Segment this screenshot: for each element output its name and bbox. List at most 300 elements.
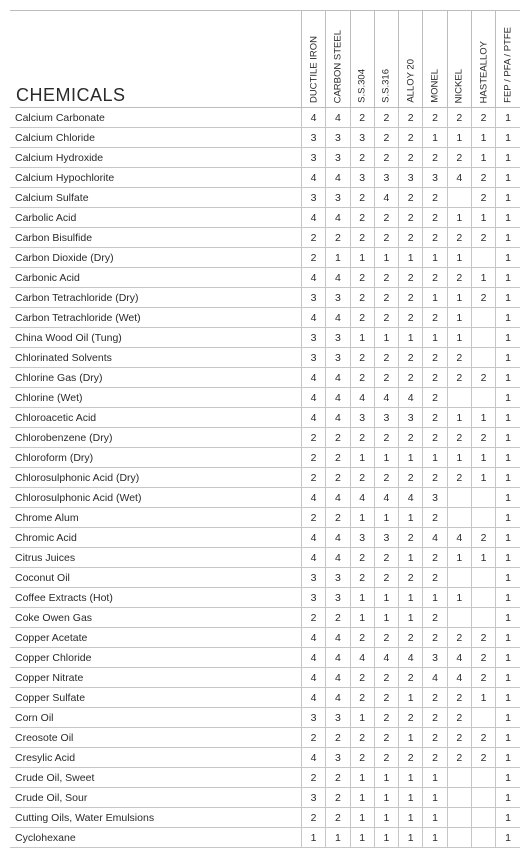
rating-cell: 2: [301, 808, 325, 828]
table-row: [10, 148, 520, 168]
column-header-label: CARBON STEEL: [332, 29, 344, 103]
rating-cell: 2: [350, 308, 374, 328]
rating-cell: 3: [301, 568, 325, 588]
rating-cell: 2: [374, 468, 398, 488]
table-row: [10, 388, 520, 408]
chemical-name-cell: Chrome Alum: [10, 508, 301, 528]
rating-cell: 3: [326, 568, 350, 588]
rating-cell: 2: [374, 708, 398, 728]
rating-cell: 3: [326, 148, 350, 168]
rating-cell: 1: [496, 288, 520, 308]
rating-cell: 2: [447, 348, 471, 368]
chemical-name-cell: Creosote Oil: [10, 728, 301, 748]
rating-cell: 1: [496, 388, 520, 408]
rating-cell: 1: [496, 468, 520, 488]
rating-cell: 2: [423, 408, 447, 428]
rating-cell: [471, 608, 495, 628]
rating-cell: 4: [301, 748, 325, 768]
rating-cell: 3: [301, 348, 325, 368]
rating-cell: 1: [374, 788, 398, 808]
rating-cell: 1: [374, 768, 398, 788]
rating-cell: 4: [301, 408, 325, 428]
rating-cell: 2: [399, 668, 423, 688]
rating-cell: 1: [374, 808, 398, 828]
rating-cell: 1: [496, 628, 520, 648]
rating-cell: 3: [326, 588, 350, 608]
rating-cell: [471, 388, 495, 408]
rating-cell: 1: [496, 448, 520, 468]
rating-cell: 4: [374, 648, 398, 668]
table-row: [10, 268, 520, 288]
table-row: [10, 768, 520, 788]
chemical-name-cell: Coconut Oil: [10, 568, 301, 588]
rating-cell: 1: [423, 248, 447, 268]
rating-cell: 2: [399, 348, 423, 368]
rating-cell: 2: [423, 728, 447, 748]
rating-cell: 2: [423, 468, 447, 488]
rating-cell: 1: [471, 148, 495, 168]
rating-cell: 1: [399, 588, 423, 608]
rating-cell: 4: [423, 668, 447, 688]
rating-cell: 3: [399, 408, 423, 428]
chemical-name-cell: Cresylic Acid: [10, 748, 301, 768]
chemical-name-cell: Carbon Bisulfide: [10, 228, 301, 248]
chemical-name-cell: Chlorine Gas (Dry): [10, 368, 301, 388]
rating-cell: 2: [399, 288, 423, 308]
rating-cell: [471, 768, 495, 788]
rating-cell: 2: [350, 548, 374, 568]
rating-cell: 3: [301, 148, 325, 168]
rating-cell: 2: [399, 628, 423, 648]
rating-cell: 1: [447, 248, 471, 268]
rating-cell: 2: [399, 748, 423, 768]
table-row: [10, 808, 520, 828]
rating-cell: 3: [301, 708, 325, 728]
rating-cell: 2: [301, 468, 325, 488]
rating-cell: 3: [326, 748, 350, 768]
rating-cell: 4: [350, 648, 374, 668]
table-header: [10, 11, 520, 108]
rating-cell: 2: [326, 468, 350, 488]
chemical-name-cell: Copper Acetate: [10, 628, 301, 648]
table-row: [10, 548, 520, 568]
rating-cell: 2: [447, 468, 471, 488]
rating-cell: 2: [423, 568, 447, 588]
rating-cell: 1: [374, 248, 398, 268]
rating-cell: 3: [399, 168, 423, 188]
rating-cell: 3: [326, 348, 350, 368]
rating-cell: 2: [374, 728, 398, 748]
rating-cell: 1: [423, 588, 447, 608]
table-row: [10, 428, 520, 448]
column-header: [496, 11, 520, 108]
rating-cell: 1: [471, 548, 495, 568]
rating-cell: 2: [471, 108, 495, 128]
rating-cell: 2: [423, 748, 447, 768]
chemical-name-cell: Carbonic Acid: [10, 268, 301, 288]
rating-cell: 3: [301, 328, 325, 348]
rating-cell: 1: [496, 408, 520, 428]
rating-cell: 1: [496, 248, 520, 268]
chemical-compatibility-table: [10, 10, 520, 848]
rating-cell: 1: [496, 148, 520, 168]
rating-cell: 1: [399, 828, 423, 848]
rating-cell: 1: [496, 708, 520, 728]
chemical-name-cell: Chloroacetic Acid: [10, 408, 301, 428]
rating-cell: 4: [326, 688, 350, 708]
rating-cell: 2: [374, 268, 398, 288]
rating-cell: 1: [423, 288, 447, 308]
rating-cell: [471, 788, 495, 808]
chemical-name-cell: Chlorobenzene (Dry): [10, 428, 301, 448]
rating-cell: 2: [447, 368, 471, 388]
table-row: [10, 568, 520, 588]
rating-cell: 1: [399, 608, 423, 628]
rating-cell: 2: [301, 228, 325, 248]
rating-cell: 2: [326, 508, 350, 528]
table-row: [10, 588, 520, 608]
table-row: [10, 608, 520, 628]
rating-cell: 2: [399, 188, 423, 208]
rating-cell: 2: [301, 768, 325, 788]
rating-cell: 3: [350, 128, 374, 148]
rating-cell: 2: [326, 788, 350, 808]
header-row: [10, 11, 520, 108]
rating-cell: 1: [496, 488, 520, 508]
rating-cell: [447, 188, 471, 208]
rating-cell: 3: [423, 488, 447, 508]
rating-cell: 4: [301, 388, 325, 408]
rating-cell: 1: [447, 408, 471, 428]
table-row: [10, 828, 520, 848]
rating-cell: 1: [496, 508, 520, 528]
rating-cell: 2: [374, 308, 398, 328]
rating-cell: 1: [350, 788, 374, 808]
rating-cell: 1: [496, 228, 520, 248]
table-row: [10, 688, 520, 708]
table-row: [10, 508, 520, 528]
rating-cell: 4: [447, 648, 471, 668]
rating-cell: 3: [423, 648, 447, 668]
chemical-name-cell: Carbon Dioxide (Dry): [10, 248, 301, 268]
chemical-name-cell: Calcium Hypochlorite: [10, 168, 301, 188]
rating-cell: 2: [326, 808, 350, 828]
rating-cell: 3: [326, 328, 350, 348]
rating-cell: 1: [423, 128, 447, 148]
rating-cell: 2: [471, 728, 495, 748]
rating-cell: 4: [301, 108, 325, 128]
rating-cell: 2: [374, 688, 398, 708]
rating-cell: 1: [496, 828, 520, 848]
rating-cell: 2: [423, 628, 447, 648]
rating-cell: 2: [423, 548, 447, 568]
rating-cell: 4: [301, 648, 325, 668]
rating-cell: 1: [423, 788, 447, 808]
rating-cell: 4: [301, 208, 325, 228]
chemical-name-cell: Calcium Chloride: [10, 128, 301, 148]
rating-cell: 3: [374, 528, 398, 548]
rating-cell: 1: [496, 668, 520, 688]
rating-cell: 2: [350, 748, 374, 768]
chemical-name-cell: Coke Owen Gas: [10, 608, 301, 628]
column-header-label: DUCTILE IRON: [308, 35, 320, 103]
rating-cell: 3: [350, 168, 374, 188]
rating-cell: [447, 808, 471, 828]
rating-cell: 4: [326, 308, 350, 328]
rating-cell: 4: [399, 488, 423, 508]
rating-cell: 2: [447, 268, 471, 288]
rating-cell: 2: [374, 628, 398, 648]
rating-cell: 2: [399, 208, 423, 228]
rating-cell: 4: [350, 388, 374, 408]
rating-cell: 1: [447, 588, 471, 608]
rating-cell: 1: [423, 808, 447, 828]
rating-cell: 2: [471, 648, 495, 668]
rating-cell: 1: [496, 648, 520, 668]
rating-cell: [471, 328, 495, 348]
rating-cell: 2: [423, 388, 447, 408]
rating-cell: 1: [496, 428, 520, 448]
rating-cell: 1: [496, 128, 520, 148]
rating-cell: 1: [350, 448, 374, 468]
table-row: [10, 528, 520, 548]
rating-cell: 4: [301, 308, 325, 328]
rating-cell: [471, 508, 495, 528]
rating-cell: 1: [374, 828, 398, 848]
rating-cell: 2: [374, 128, 398, 148]
rating-cell: 1: [496, 368, 520, 388]
rating-cell: 1: [447, 128, 471, 148]
chemical-name-cell: Citrus Juices: [10, 548, 301, 568]
rating-cell: 2: [374, 208, 398, 228]
rating-cell: 1: [399, 688, 423, 708]
rating-cell: 1: [496, 728, 520, 748]
rating-cell: [447, 568, 471, 588]
chemical-name-cell: China Wood Oil (Tung): [10, 328, 301, 348]
rating-cell: 2: [350, 148, 374, 168]
table-row: [10, 668, 520, 688]
rating-cell: 1: [447, 208, 471, 228]
rating-cell: 1: [399, 808, 423, 828]
rating-cell: [447, 608, 471, 628]
rating-cell: 1: [423, 828, 447, 848]
rating-cell: 2: [301, 428, 325, 448]
rating-cell: 2: [423, 148, 447, 168]
rating-cell: 2: [471, 168, 495, 188]
rating-cell: 2: [471, 628, 495, 648]
table-row: [10, 248, 520, 268]
chemical-name-cell: Calcium Hydroxide: [10, 148, 301, 168]
rating-cell: 2: [471, 668, 495, 688]
rating-cell: [447, 828, 471, 848]
rating-cell: 1: [423, 328, 447, 348]
rating-cell: 2: [423, 188, 447, 208]
chemical-name-cell: Copper Sulfate: [10, 688, 301, 708]
rating-cell: 1: [399, 248, 423, 268]
rating-cell: 3: [326, 708, 350, 728]
rating-cell: 1: [496, 588, 520, 608]
rating-cell: 1: [326, 248, 350, 268]
rating-cell: 2: [423, 108, 447, 128]
rating-cell: 1: [350, 768, 374, 788]
rating-cell: 4: [374, 388, 398, 408]
rating-cell: 2: [326, 448, 350, 468]
rating-cell: 2: [423, 208, 447, 228]
rating-cell: 1: [399, 508, 423, 528]
rating-cell: 4: [447, 528, 471, 548]
rating-cell: 1: [447, 548, 471, 568]
rating-cell: 4: [423, 528, 447, 548]
chemical-name-cell: Coffee Extracts (Hot): [10, 588, 301, 608]
rating-cell: 1: [326, 828, 350, 848]
rating-cell: 4: [447, 668, 471, 688]
rating-cell: 2: [447, 628, 471, 648]
rating-cell: 1: [471, 268, 495, 288]
rating-cell: 1: [350, 588, 374, 608]
rating-cell: 4: [326, 548, 350, 568]
rating-cell: 4: [326, 528, 350, 548]
rating-cell: 1: [496, 788, 520, 808]
table-row: [10, 348, 520, 368]
rating-cell: 1: [301, 828, 325, 848]
rating-cell: 1: [496, 328, 520, 348]
rating-cell: 2: [374, 568, 398, 588]
chemical-name-cell: Chlorosulphonic Acid (Dry): [10, 468, 301, 488]
rating-cell: 2: [301, 728, 325, 748]
table-row: [10, 228, 520, 248]
rating-cell: 2: [399, 128, 423, 148]
rating-cell: [471, 568, 495, 588]
table-row: [10, 728, 520, 748]
rating-cell: 2: [423, 608, 447, 628]
rating-cell: 2: [471, 428, 495, 448]
rating-cell: 4: [326, 648, 350, 668]
rating-cell: [447, 768, 471, 788]
rating-cell: 2: [471, 528, 495, 548]
rating-cell: 2: [399, 468, 423, 488]
rating-cell: 2: [471, 748, 495, 768]
rating-cell: 2: [471, 188, 495, 208]
rating-cell: 1: [399, 548, 423, 568]
rating-cell: 1: [374, 508, 398, 528]
rating-cell: 4: [447, 168, 471, 188]
rating-cell: 2: [350, 628, 374, 648]
rating-cell: 2: [350, 368, 374, 388]
rating-cell: 1: [496, 748, 520, 768]
rating-cell: 4: [326, 668, 350, 688]
rating-cell: 1: [447, 328, 471, 348]
rating-cell: 4: [301, 628, 325, 648]
rating-cell: 2: [399, 568, 423, 588]
rating-cell: 2: [350, 288, 374, 308]
rating-cell: 4: [374, 488, 398, 508]
chemical-name-cell: Cutting Oils, Water Emulsions: [10, 808, 301, 828]
rating-cell: 2: [301, 248, 325, 268]
rating-cell: 1: [399, 788, 423, 808]
rating-cell: 1: [374, 588, 398, 608]
rating-cell: 2: [374, 108, 398, 128]
compatibility-table-container: [10, 10, 520, 848]
rating-cell: 3: [301, 588, 325, 608]
rating-cell: 2: [399, 108, 423, 128]
chemicals-header-cell: [10, 11, 301, 108]
rating-cell: 3: [301, 188, 325, 208]
rating-cell: 1: [496, 308, 520, 328]
table-title: CHEMICALS: [16, 85, 126, 105]
rating-cell: 4: [326, 488, 350, 508]
rating-cell: [471, 808, 495, 828]
rating-cell: 1: [496, 168, 520, 188]
rating-cell: 2: [374, 668, 398, 688]
rating-cell: 1: [399, 328, 423, 348]
rating-cell: 1: [496, 528, 520, 548]
rating-cell: 3: [374, 168, 398, 188]
rating-cell: 2: [301, 608, 325, 628]
rating-cell: 1: [471, 408, 495, 428]
table-row: [10, 188, 520, 208]
column-header-label: S.S.304: [356, 69, 368, 103]
rating-cell: 2: [326, 228, 350, 248]
rating-cell: 1: [374, 448, 398, 468]
rating-cell: 2: [471, 228, 495, 248]
rating-cell: [471, 248, 495, 268]
rating-cell: 1: [374, 328, 398, 348]
table-row: [10, 468, 520, 488]
rating-cell: 1: [350, 708, 374, 728]
rating-cell: 1: [496, 568, 520, 588]
rating-cell: 1: [496, 208, 520, 228]
table-row: [10, 788, 520, 808]
chemical-name-cell: Carbolic Acid: [10, 208, 301, 228]
column-header-label: ALLOY 20: [405, 59, 417, 103]
rating-cell: 2: [374, 148, 398, 168]
rating-cell: 2: [350, 688, 374, 708]
rating-cell: 3: [301, 288, 325, 308]
rating-cell: 2: [350, 188, 374, 208]
rating-cell: [471, 828, 495, 848]
rating-cell: 1: [350, 248, 374, 268]
rating-cell: 3: [374, 408, 398, 428]
rating-cell: 1: [471, 468, 495, 488]
rating-cell: [471, 588, 495, 608]
rating-cell: 4: [326, 108, 350, 128]
rating-cell: 2: [301, 508, 325, 528]
rating-cell: 1: [447, 308, 471, 328]
rating-cell: 1: [350, 608, 374, 628]
chemical-name-cell: Chromic Acid: [10, 528, 301, 548]
column-header-label: MONEL: [429, 69, 441, 103]
table-row: [10, 168, 520, 188]
table-row: [10, 208, 520, 228]
rating-cell: 1: [350, 828, 374, 848]
rating-cell: 2: [350, 228, 374, 248]
table-row: [10, 328, 520, 348]
rating-cell: 2: [399, 268, 423, 288]
rating-cell: 2: [326, 768, 350, 788]
rating-cell: 1: [471, 688, 495, 708]
rating-cell: 4: [326, 368, 350, 388]
rating-cell: 1: [496, 808, 520, 828]
rating-cell: 1: [496, 688, 520, 708]
rating-cell: 4: [301, 668, 325, 688]
rating-cell: 2: [399, 368, 423, 388]
rating-cell: 2: [374, 548, 398, 568]
rating-cell: 2: [423, 348, 447, 368]
chemical-name-cell: Calcium Sulfate: [10, 188, 301, 208]
rating-cell: 1: [350, 808, 374, 828]
rating-cell: [447, 788, 471, 808]
rating-cell: 2: [447, 748, 471, 768]
